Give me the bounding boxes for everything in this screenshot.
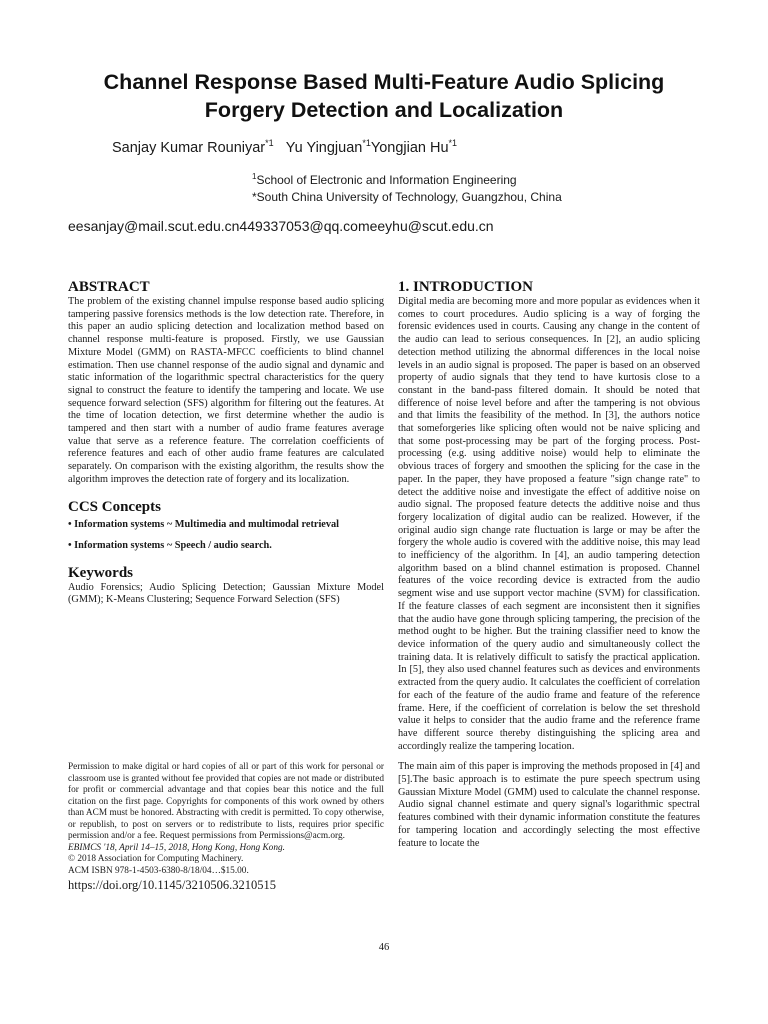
author-superscript: *1 bbox=[362, 138, 371, 148]
author-name: Yongjian Hu bbox=[370, 139, 449, 156]
affiliation bbox=[252, 168, 732, 206]
keywords-text: Audio Forensics; Audio Splicing Detection; Gaussian Mixture Model (GMM); K-Means Clustering; Sequence Forward Selection (SFS) bbox=[68, 581, 384, 606]
left-column bbox=[68, 278, 384, 607]
author-superscript: *1 bbox=[448, 138, 458, 148]
ccs-item: • Information systems ~ Multimedia and multimodal retrieval bbox=[68, 518, 340, 530]
author-list bbox=[112, 138, 712, 156]
isbn-line: ACM ISBN 978-1-4503-6380-8/18/04…$15.00. bbox=[68, 865, 249, 876]
permission-block bbox=[68, 762, 384, 893]
author-name: Yu Yingjuan bbox=[285, 139, 363, 156]
author-superscript: *1 bbox=[265, 138, 274, 148]
affiliation-superscript: 1 bbox=[252, 172, 257, 181]
ccs-heading: CCS Concepts bbox=[68, 498, 161, 515]
intro-heading: 1. INTRODUCTION bbox=[398, 279, 534, 295]
author-emails: eesanjay@mail.scut.edu.cn449337053@qq.comeeyhu@scut.edu.cn bbox=[68, 218, 494, 234]
affiliation-line: $^1$School of Electronic and Information Engineering bbox=[252, 172, 517, 187]
conference-info: EBIMCS '18, April 14–15, 2018, Hong Kong, Hong Kong. bbox=[68, 842, 285, 853]
abstract-text: The problem of the existing channel impulse response based audio splicing tampering passive forensics methods is the low detection rate. Therefore, in this paper an audio splicing detection and localization method based on channel response multi-feature is proposed. Firstly, we use Gaussian Mixture Model (GMM) on RASTA-MFCC coefficients to blind channel estimation. Then use channel response of the audio signal and dynamic and static information of the logarithmic spectral characteristics for the query signal to construct the feature to identify the tampering and locate. We use sequence forward selection (SFS) algorithm for filtering out the features. At the time of location detection, we first determine whether the audio is tampered and then start with a number of audio frame features average value that serve as a reference feature. The correlation coefficients of reference features and each of other audio frame features are calculated separately. On comparison with the existing algorithm, the results show the algorithm improves the detection rate of forgery and its localization. bbox=[68, 296, 384, 485]
author-name: Sanjay Kumar Rouniyar bbox=[112, 139, 266, 156]
permission-text: Permission to make digital or hard copies of all or part of this work for personal or classroom use is granted without fee provided that copies are not made or distributed for profit or commercial advantage and that copies bear this notice and the full citation on the first page. Copyrights for components of this work owned by others than ACM must be honored. Abstracting with credit is permitted. To copy otherwise, or republish, to post on servers or to redistribute to lists, requires prior specific permission and/or a fee. Request permissions from Permissions@acm.org. bbox=[68, 762, 384, 841]
copyright-line: © 2018 Association for Computing Machinery. bbox=[68, 854, 244, 864]
doi-link[interactable]: https://doi.org/10.1145/3210506.3210515 bbox=[68, 878, 276, 892]
intro-paragraph: Digital media are becoming more and more popular as evidences when it comes to court procedures. Audio splicing is a way of forging the forensic evidences used in courts. Causing any change in the content of the audio can lead to serious consequences. In [2], an audio splicing detection method utilizing the abnormal differences in the local noise levels in an audio signal is proposed. The paper is based on an observed property of audio signals that they tend to have kurtosis close to a constant in the band-pass filtered domain. It should be noted that difference of noise level before and after the tampering is not obvious and that limits the feasibility of the method. In [3], the authors notice that someforgeries like splicing often would not be naive splicing and that some post-processing may be part of the forging process. Post-processing (e.g. using additive noise) would help to eliminate the obvious traces of forgery and smoothen the splicing for the case in the paper. In the paper, they have proposed a feature "sign change rate" to detect the additive noise and investigate the effect of additive noise on audio signal. The proposed feature detects the additive noise and thus forgery localization of digital audio can be realized. However, if the original audio sign change rate fluctuation is large or may be after the forgery the whole audio is covered with the additive noise, this may lead to inefficiency of the algorithm. In [4], an audio tampering detection algorithm based on a blind channel estimation is proposed. Channel features of the voice recording device is extracted from the audio segment wise and use support vector machine (SVM) for classification. If the feature classes of each segment are inconsistent then it signifies that the audio have gone through splicing tampering, the precision of the method ought to be higher. But the training classifier need to know the device information of the query audio and simultaneously collect the training data. It is relatively difficult to satisfy the practical application. In [5], they also used channel features such as devices and environments extracted from the query audio. It calculates the coefficient of correlation for each of the feature of the audio frame and feature of the reference frame. Here, if the coefficient of correlation is below the set threshold value it helps to consider that the audio frame and the reference frame have different source thereby distinguishing the splicing area and accordingly realize the tampering location. bbox=[398, 296, 700, 752]
title-line: Channel Response Based Multi-Feature Audio Splicing bbox=[103, 70, 665, 94]
paper-title bbox=[40, 68, 728, 124]
ccs-item: • Information systems ~ Speech / audio search. bbox=[68, 539, 272, 551]
affiliation-line: *South China University of Technology, Guangzhou, China bbox=[252, 190, 562, 204]
right-column bbox=[398, 278, 700, 850]
abstract-heading: ABSTRACT bbox=[68, 279, 150, 295]
intro-paragraph: The main aim of this paper is improving the methods proposed in [4] and [5].The basic approach is to estimate the pure speech spectrum using Gaussian Mixture Model (GMM) used to calculate the channel response. Audio signal channel estimate and query signal's logarithmic spectral features combined with their dynamic information constitute the features for tampering location and accordingly selecting the most effective feature to locate the bbox=[398, 761, 700, 849]
keywords-heading: Keywords bbox=[68, 564, 133, 581]
page-number: 46 bbox=[378, 942, 390, 953]
title-line: Forgery Detection and Localization bbox=[204, 98, 564, 122]
